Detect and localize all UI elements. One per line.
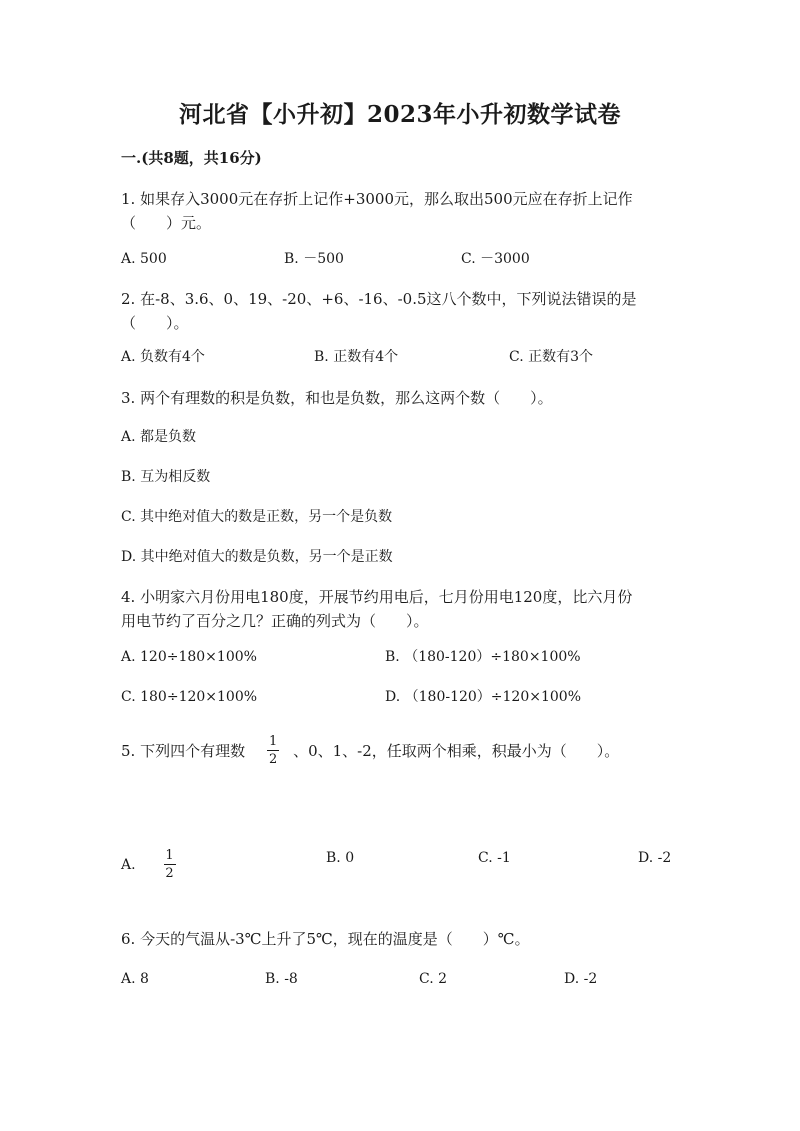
question-5 xyxy=(121,734,701,767)
fraction-numerator: 1 xyxy=(268,734,278,749)
option-c: C. 正数有3个 xyxy=(509,349,594,365)
option-c: C. 180÷120×100% xyxy=(121,689,258,705)
option-a: A. 500 xyxy=(121,251,167,267)
question-text: 5. 下列四个有理数 xyxy=(121,741,246,760)
section-heading: 一.(共8题，共16分) xyxy=(121,149,262,167)
question-1 xyxy=(121,187,681,235)
option-b: B. -8 xyxy=(265,971,298,987)
page-title: 河北省【小升初】2023年小升初数学试卷 xyxy=(178,101,621,128)
question-text-cont: 、0、1、-2，任取两个相乘，积最小为（ ）。 xyxy=(293,741,620,760)
question-2 xyxy=(121,287,681,335)
fraction-one-half xyxy=(164,848,176,881)
question-text: 2. 在-8、3.6、0、19、-20、+6、-16、-0.5这八个数中，下列说法错误的是 xyxy=(121,290,637,308)
option-d: D. 其中绝对值大的数是负数，另一个是正数 xyxy=(121,549,393,565)
question-text: 3. 两个有理数的积是负数，和也是负数，那么这两个数（ ）。 xyxy=(121,389,553,407)
fraction-numerator: 1 xyxy=(165,848,174,863)
option-b: B. 0 xyxy=(326,850,355,866)
question-text: 1. 如果存入3000元在存折上记作+3000元，那么取出500元应在存折上记作 xyxy=(121,190,633,208)
option-label: A. xyxy=(121,856,136,873)
option-d: D. （180-120）÷120×100% xyxy=(385,689,582,705)
question-text-cont: （ ）元。 xyxy=(121,214,212,232)
fraction-bar xyxy=(267,750,279,751)
question-text: 6. 今天的气温从-3℃上升了5℃，现在的温度是（ ）℃。 xyxy=(121,930,530,948)
fraction-denominator: 2 xyxy=(268,752,278,767)
option-c: C. 2 xyxy=(419,971,448,987)
option-a: A. 都是负数 xyxy=(121,429,197,445)
option-b: B. （180-120）÷180×100% xyxy=(385,649,581,665)
question-text-cont: 用电节约了百分之几？正确的列式为（ ）。 xyxy=(121,612,429,630)
question-6 xyxy=(121,927,681,951)
option-c: C. 其中绝对值大的数是正数，另一个是负数 xyxy=(121,509,393,525)
fraction-one-half xyxy=(267,734,279,767)
option-a xyxy=(121,848,176,881)
option-b: B. －500 xyxy=(284,251,344,267)
option-d: D. -2 xyxy=(638,850,672,866)
question-text-cont: （ ）。 xyxy=(121,314,189,332)
option-c: C. -1 xyxy=(478,850,511,866)
question-text: 4. 小明家六月份用电180度，开展节约用电后，七月份用电120度，比六月份 xyxy=(121,588,633,606)
question-4 xyxy=(121,585,681,633)
fraction-denominator: 2 xyxy=(165,866,174,881)
option-c: C. －3000 xyxy=(461,251,530,267)
option-a: A. 120÷180×100% xyxy=(121,649,257,665)
option-b: B. 互为相反数 xyxy=(121,469,211,485)
question-3 xyxy=(121,386,681,410)
option-a: A. 8 xyxy=(121,971,149,987)
option-d: D. -2 xyxy=(564,971,598,987)
option-a: A. 负数有4个 xyxy=(121,349,205,365)
fraction-bar xyxy=(164,864,176,865)
option-b: B. 正数有4个 xyxy=(314,349,399,365)
